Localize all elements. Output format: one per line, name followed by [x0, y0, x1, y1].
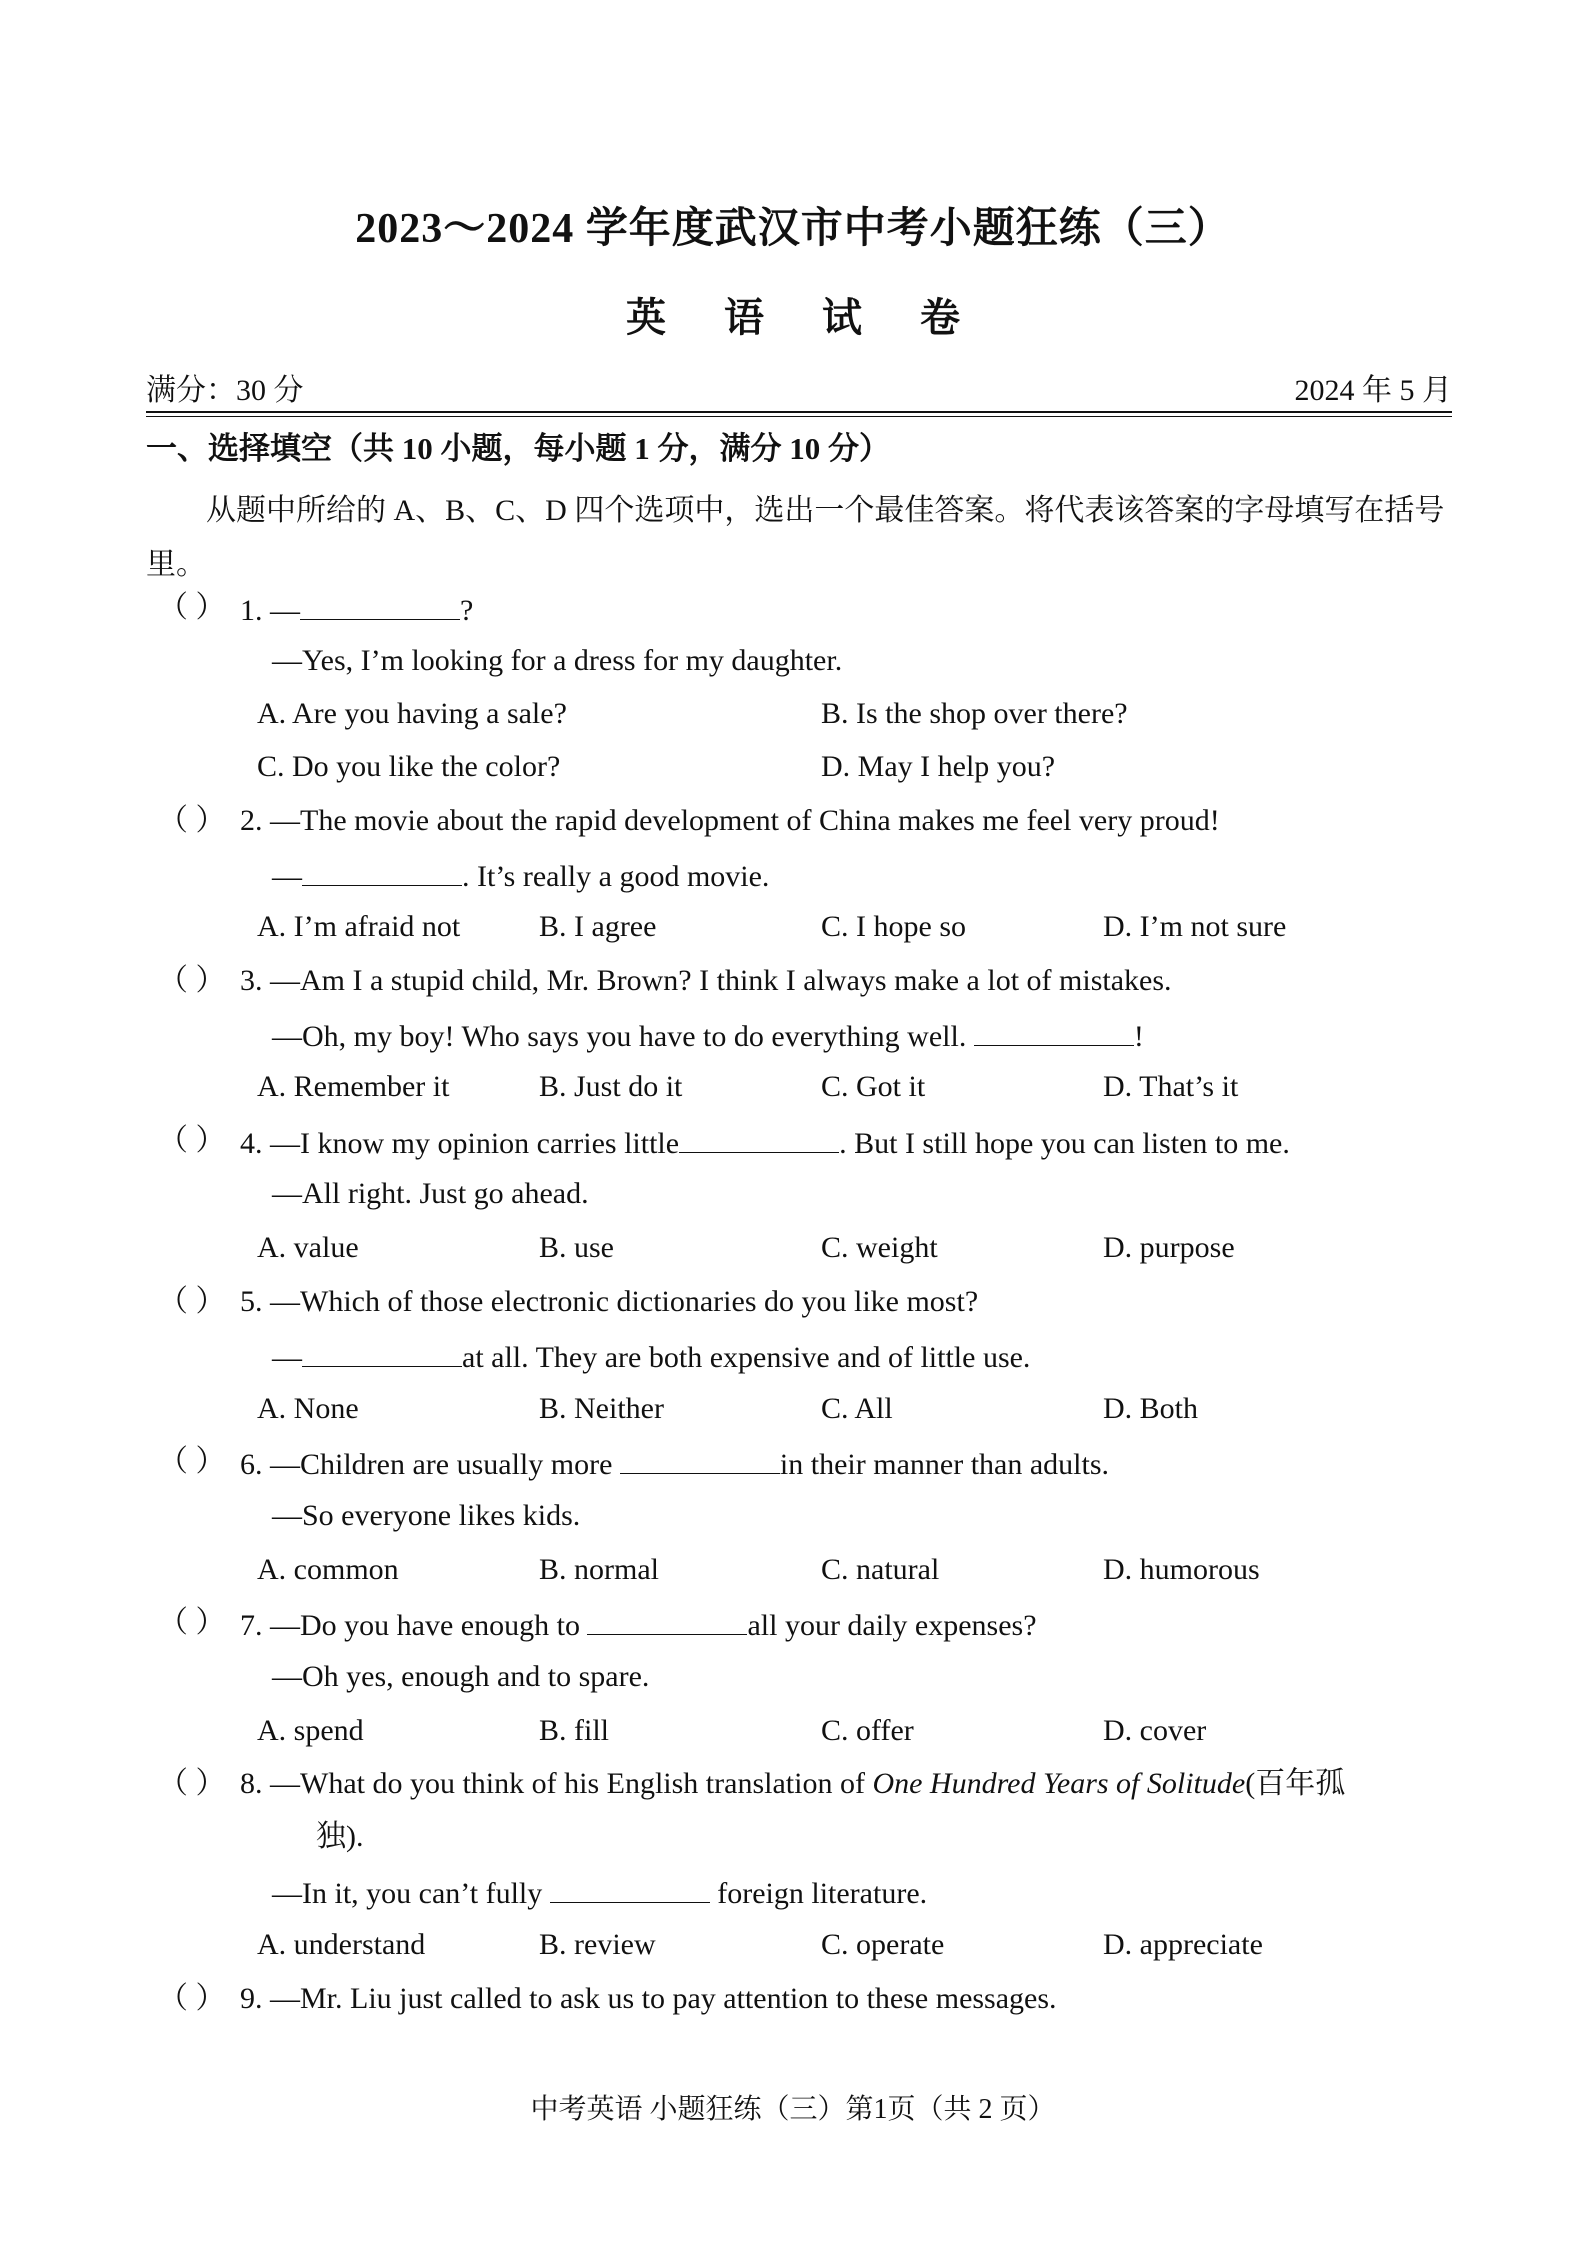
response-line: —So everyone likes kids.: [272, 1499, 581, 1532]
answer-blank[interactable]: [587, 1608, 747, 1635]
stem-text: —Which of those electronic dictionaries do you like most?: [270, 1285, 979, 1318]
option-a: A. common: [257, 1553, 399, 1586]
stem-text: !: [1133, 1020, 1144, 1053]
section-instructions: 从题中所给的 A、B、C、D 四个选项中，选出一个最佳答案。将代表该答案的字母填写在括号里。: [146, 494, 1445, 581]
answer-blank[interactable]: [302, 859, 462, 886]
option-d: D. cover: [1103, 1714, 1207, 1747]
exam-subtitle: 英 语 试 卷: [626, 295, 984, 340]
stem-text: foreign literature.: [709, 1877, 928, 1910]
question-number: 9.: [240, 1982, 263, 2015]
option-c: C. Do you like the color?: [257, 750, 561, 783]
option-a: A. Remember it: [257, 1070, 450, 1103]
answer-blank[interactable]: [550, 1876, 710, 1903]
answer-paren[interactable]: （ ）: [158, 1767, 226, 1800]
stem-text: —The movie about the rapid development of China makes me feel very proud!: [270, 804, 1220, 837]
option-d: D. appreciate: [1103, 1928, 1263, 1961]
answer-blank[interactable]: [302, 1340, 462, 1367]
option-d: D. May I help you?: [821, 750, 1056, 783]
response-line: [272, 1019, 1144, 1052]
option-d: D. I’m not sure: [1103, 910, 1287, 943]
option-b: B. use: [539, 1231, 614, 1264]
option-a: A. spend: [257, 1714, 364, 1747]
question-stem: [240, 593, 473, 626]
stem-text: —What do you think of his English translation of: [270, 1767, 873, 1800]
question-stem: [240, 1984, 1057, 2014]
stem-text: in their manner than adults.: [779, 1448, 1109, 1481]
header-rule-thin: [146, 416, 1452, 417]
answer-paren[interactable]: （ ）: [158, 1982, 226, 2015]
response-line: —Oh yes, enough and to spare.: [272, 1660, 650, 1693]
stem-text: —Am I a stupid child, Mr. Brown? I think I always make a lot of mistakes.: [270, 964, 1172, 997]
option-b: B. fill: [539, 1714, 610, 1747]
stem-text: ?: [460, 594, 474, 627]
option-b: B. normal: [539, 1553, 659, 1586]
stem-text: (百年孤: [1245, 1767, 1346, 1800]
response-line: —All right. Just go ahead.: [272, 1177, 589, 1210]
response-line: —Yes, I’m looking for a dress for my daughter.: [272, 644, 843, 677]
question-number: 6.: [240, 1448, 263, 1481]
stem-text: —: [270, 594, 300, 627]
option-c: C. offer: [821, 1714, 914, 1747]
stem-text: —I know my opinion carries little: [270, 1127, 680, 1160]
option-a: A. understand: [257, 1928, 426, 1961]
header-rule-thick: [146, 411, 1452, 413]
question-stem: [240, 1769, 1345, 1799]
stem-text: at all. They are both expensive and of little use.: [462, 1341, 1031, 1374]
question-number: 4.: [240, 1127, 263, 1160]
option-a: A. I’m afraid not: [257, 910, 461, 943]
question-number: 7.: [240, 1609, 263, 1642]
question-stem: [240, 806, 1220, 836]
stem-text: —Mr. Liu just called to ask us to pay attention to these messages.: [270, 1982, 1057, 2015]
stem-text: . It’s really a good movie.: [462, 860, 770, 893]
stem-continuation: 独).: [316, 1820, 364, 1853]
question-stem: [240, 1608, 1037, 1641]
option-a: A. None: [257, 1392, 359, 1425]
option-b: B. review: [539, 1928, 656, 1961]
stem-text: —: [272, 1341, 302, 1374]
option-c: C. natural: [821, 1553, 940, 1586]
answer-paren[interactable]: （ ）: [158, 964, 226, 997]
option-b: B. Just do it: [539, 1070, 683, 1103]
page-footer: 中考英语 小题狂练（三）第1页（共 2 页）: [530, 2094, 1056, 2125]
option-d: D. humorous: [1103, 1553, 1260, 1586]
question-stem: [240, 1447, 1109, 1480]
option-b: B. Is the shop over there?: [821, 697, 1128, 730]
question-number: 5.: [240, 1285, 263, 1318]
option-d: D. That’s it: [1103, 1070, 1239, 1103]
book-title: One Hundred Years of Solitude: [872, 1767, 1246, 1800]
option-b: B. Neither: [539, 1392, 664, 1425]
stem-text: —: [272, 860, 302, 893]
option-c: C. operate: [821, 1928, 945, 1961]
option-c: C. All: [821, 1392, 893, 1425]
question-number: 2.: [240, 804, 263, 837]
stem-text: —Children are usually more: [270, 1448, 620, 1481]
option-d: D. purpose: [1103, 1231, 1235, 1264]
question-number: 8.: [240, 1767, 263, 1800]
question-stem: [240, 1287, 978, 1317]
option-c: C. weight: [821, 1231, 938, 1264]
stem-text: —Do you have enough to: [270, 1609, 588, 1642]
stem-text: —Oh, my boy! Who says you have to do everything well.: [272, 1020, 974, 1053]
exam-title: 2023～2024 学年度武汉市中考小题狂练（三）: [355, 206, 1231, 252]
answer-paren[interactable]: （ ）: [158, 804, 226, 837]
question-number: 1.: [240, 594, 263, 627]
answer-paren[interactable]: （ ）: [158, 1124, 226, 1157]
answer-paren[interactable]: （ ）: [158, 1445, 226, 1478]
option-b: B. I agree: [539, 910, 657, 943]
answer-blank[interactable]: [974, 1019, 1134, 1046]
exam-date: 2024 年 5 月: [1294, 374, 1452, 407]
stem-text: all your daily expenses?: [747, 1609, 1037, 1642]
section-title: 一、选择填空（共 10 小题，每小题 1 分，满分 10 分）: [146, 431, 890, 466]
question-stem: [240, 966, 1172, 996]
option-a: A. Are you having a sale?: [257, 697, 567, 730]
question-number: 3.: [240, 964, 263, 997]
answer-paren[interactable]: （ ）: [158, 1606, 226, 1639]
answer-blank[interactable]: [679, 1126, 839, 1153]
question-stem: [240, 1126, 1290, 1159]
answer-paren[interactable]: （ ）: [158, 591, 226, 624]
option-c: C. I hope so: [821, 910, 966, 943]
response-line: [272, 1340, 1030, 1373]
stem-text: —In it, you can’t fully: [272, 1877, 550, 1910]
answer-blank[interactable]: [620, 1447, 780, 1474]
answer-paren[interactable]: （ ）: [158, 1285, 226, 1318]
response-line: [272, 859, 769, 892]
score-label: 满分：30 分: [146, 374, 304, 407]
answer-blank[interactable]: [300, 593, 460, 620]
option-c: C. Got it: [821, 1070, 926, 1103]
option-a: A. value: [257, 1231, 359, 1264]
response-line: [272, 1876, 927, 1909]
meta-row: [146, 376, 1452, 410]
option-d: D. Both: [1103, 1392, 1199, 1425]
stem-text: . But I still hope you can listen to me.: [839, 1127, 1290, 1160]
